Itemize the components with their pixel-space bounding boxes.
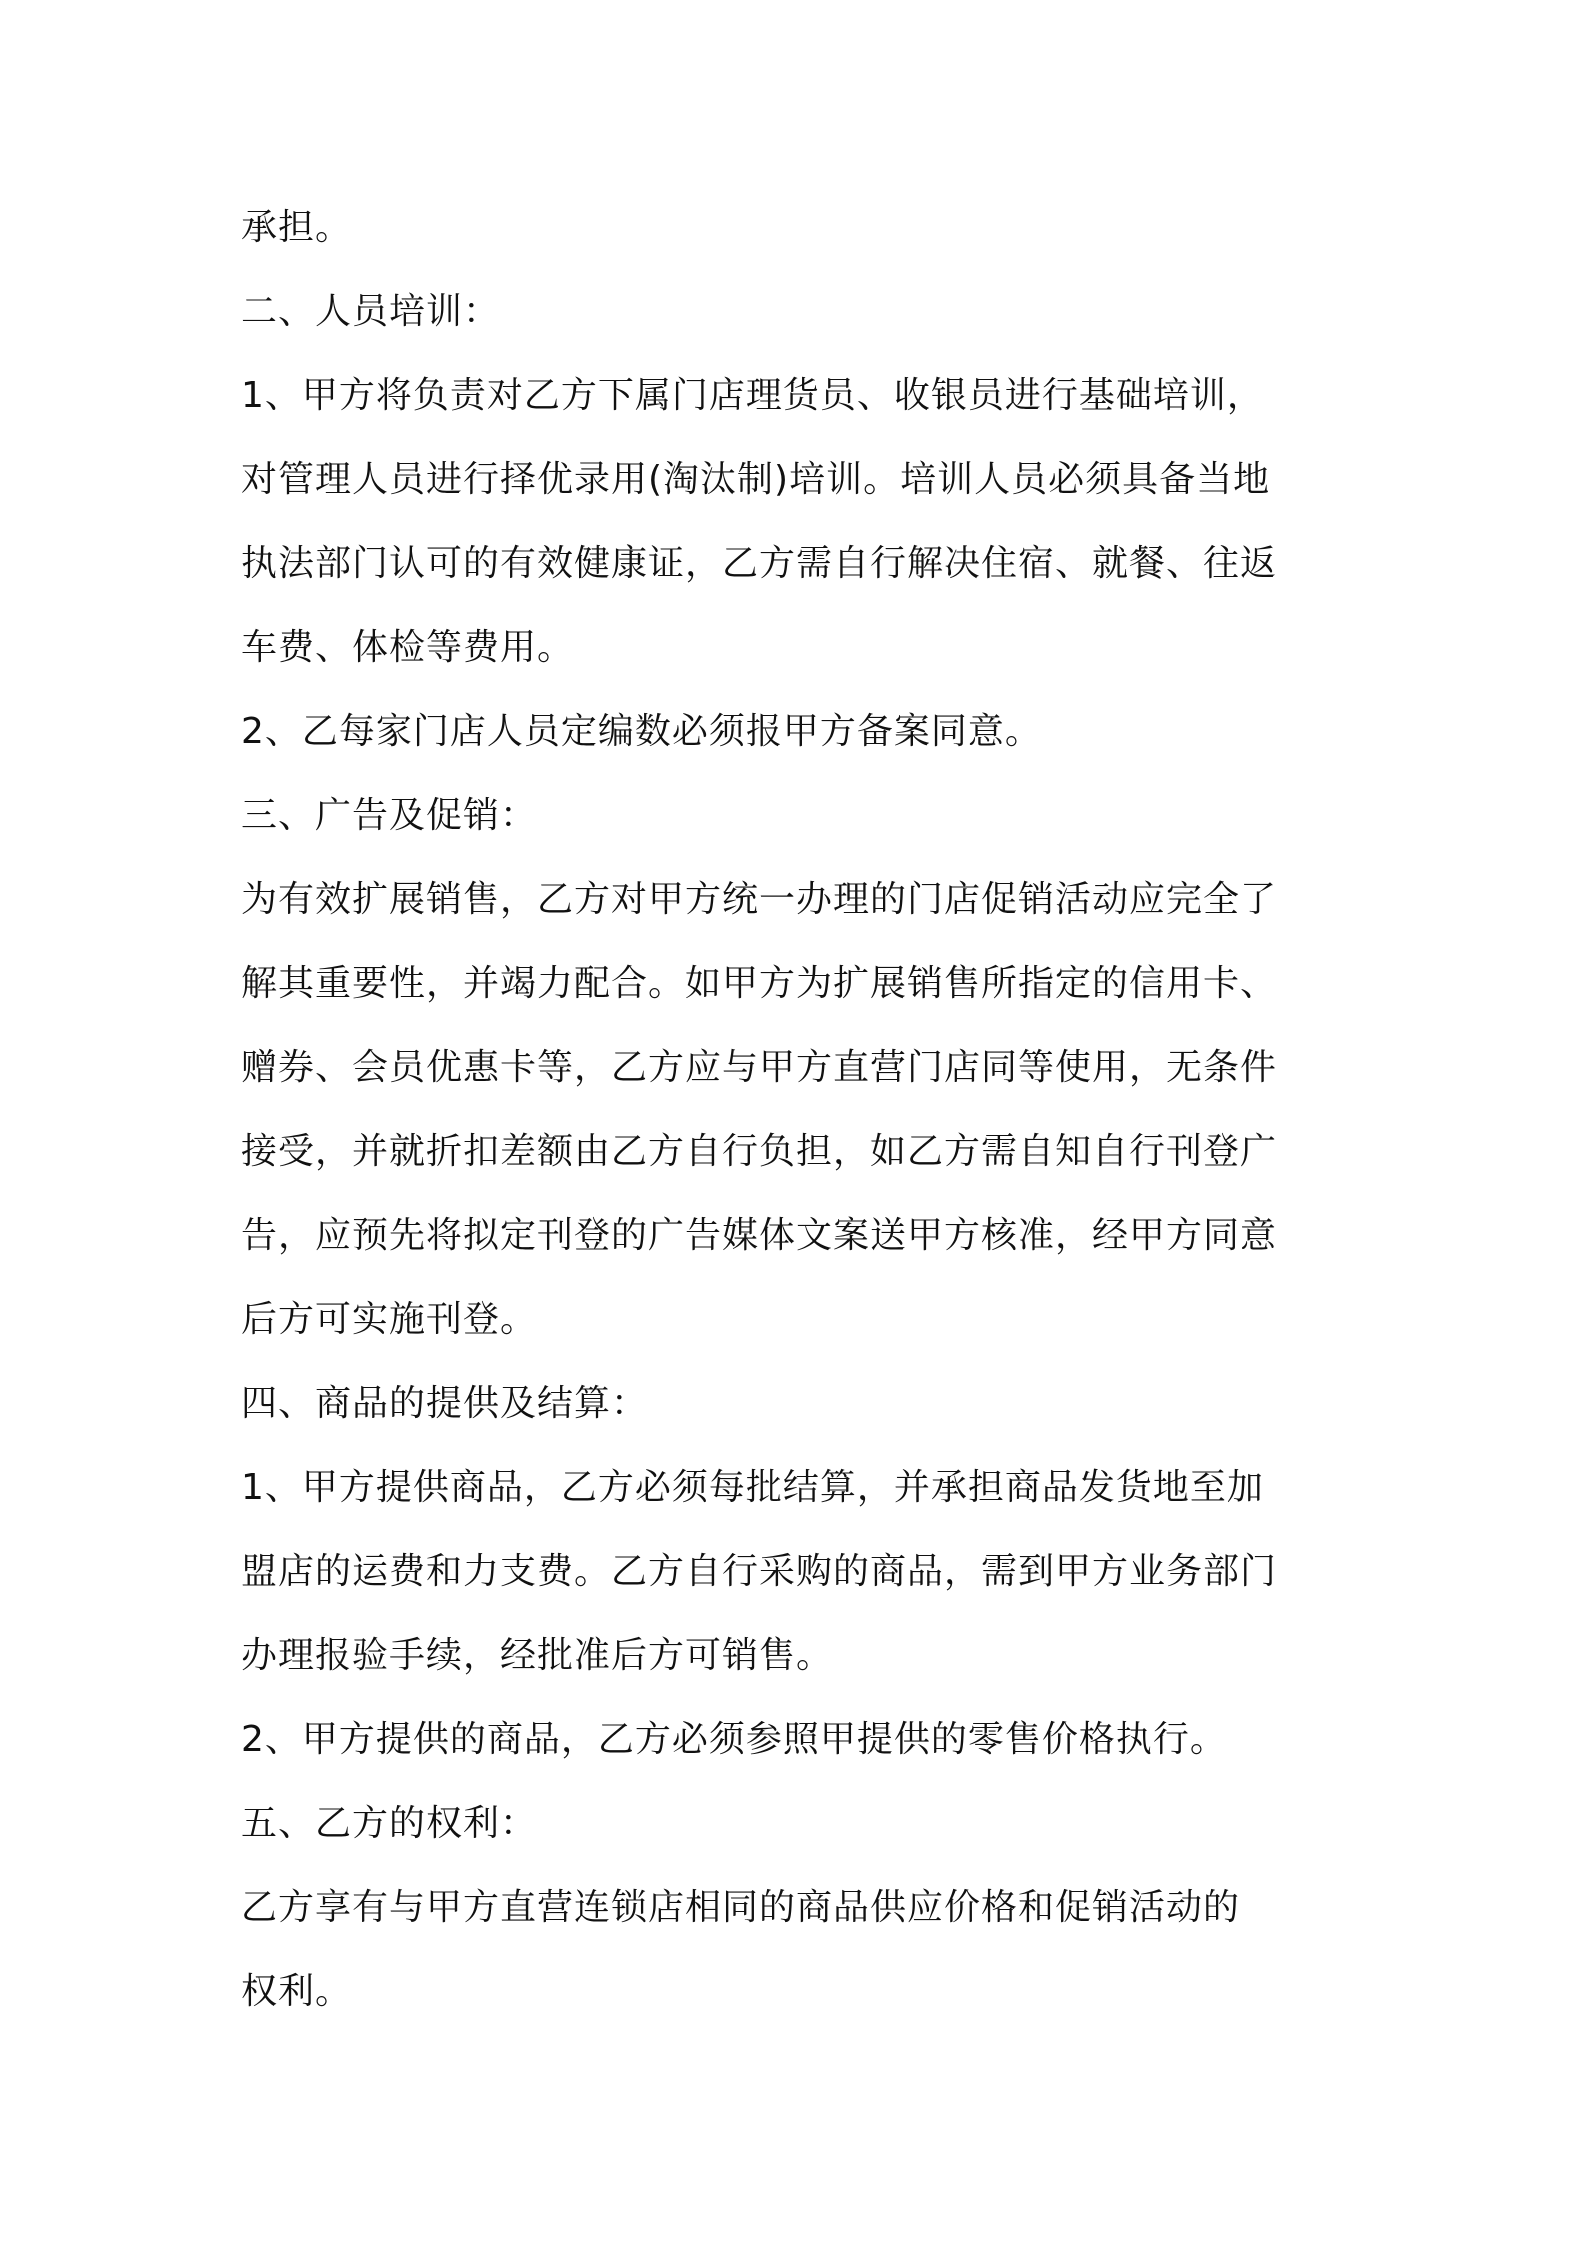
text-line: 盟店的运费和力支费。乙方自行采购的商品，需到甲方业务部门	[241, 1551, 1278, 1592]
section-heading: 四、商品的提供及结算：	[241, 1383, 649, 1424]
text-line: 赠券、会员优惠卡等，乙方应与甲方直营门店同等使用，无条件	[241, 1047, 1278, 1088]
text-line: 办理报验手续，经批准后方可销售。	[241, 1635, 834, 1676]
section-heading: 三、广告及促销：	[241, 795, 538, 836]
text-line: 承担。	[241, 207, 353, 248]
text-line: 解其重要性，并竭力配合。如甲方为扩展销售所指定的信用卡、	[241, 963, 1278, 1004]
text-line: 2、乙每家门店人员定编数必须报甲方备案同意。	[241, 711, 1042, 752]
text-line: 权利。	[241, 1971, 353, 2012]
section-heading: 五、乙方的权利：	[241, 1803, 538, 1844]
text-line: 1、甲方提供商品，乙方必须每批结算，并承担商品发货地至加	[241, 1467, 1264, 1508]
text-line: 接受，并就折扣差额由乙方自行负担，如乙方需自知自行刊登广	[241, 1131, 1278, 1172]
document-body	[241, 186, 1351, 2034]
text-line: 为有效扩展销售，乙方对甲方统一办理的门店促销活动应完全了	[241, 879, 1278, 920]
text-line: 车费、体检等费用。	[241, 627, 575, 668]
text-line: 后方可实施刊登。	[241, 1299, 538, 1340]
text-line: 执法部门认可的有效健康证，乙方需自行解决住宿、就餐、往返	[241, 543, 1278, 584]
text-line: 乙方享有与甲方直营连锁店相同的商品供应价格和促销活动的	[241, 1887, 1241, 1928]
section-heading: 二、人员培训：	[241, 291, 501, 332]
text-line: 告，应预先将拟定刊登的广告媒体文案送甲方核准，经甲方同意	[241, 1215, 1278, 1256]
text-line: 2、甲方提供的商品，乙方必须参照甲提供的零售价格执行。	[241, 1719, 1227, 1760]
text-line: 1、甲方将负责对乙方下属门店理货员、收银员进行基础培训，	[241, 375, 1264, 416]
text-line: 对管理人员进行择优录用(淘汰制)培训。培训人员必须具备当地	[241, 459, 1271, 500]
